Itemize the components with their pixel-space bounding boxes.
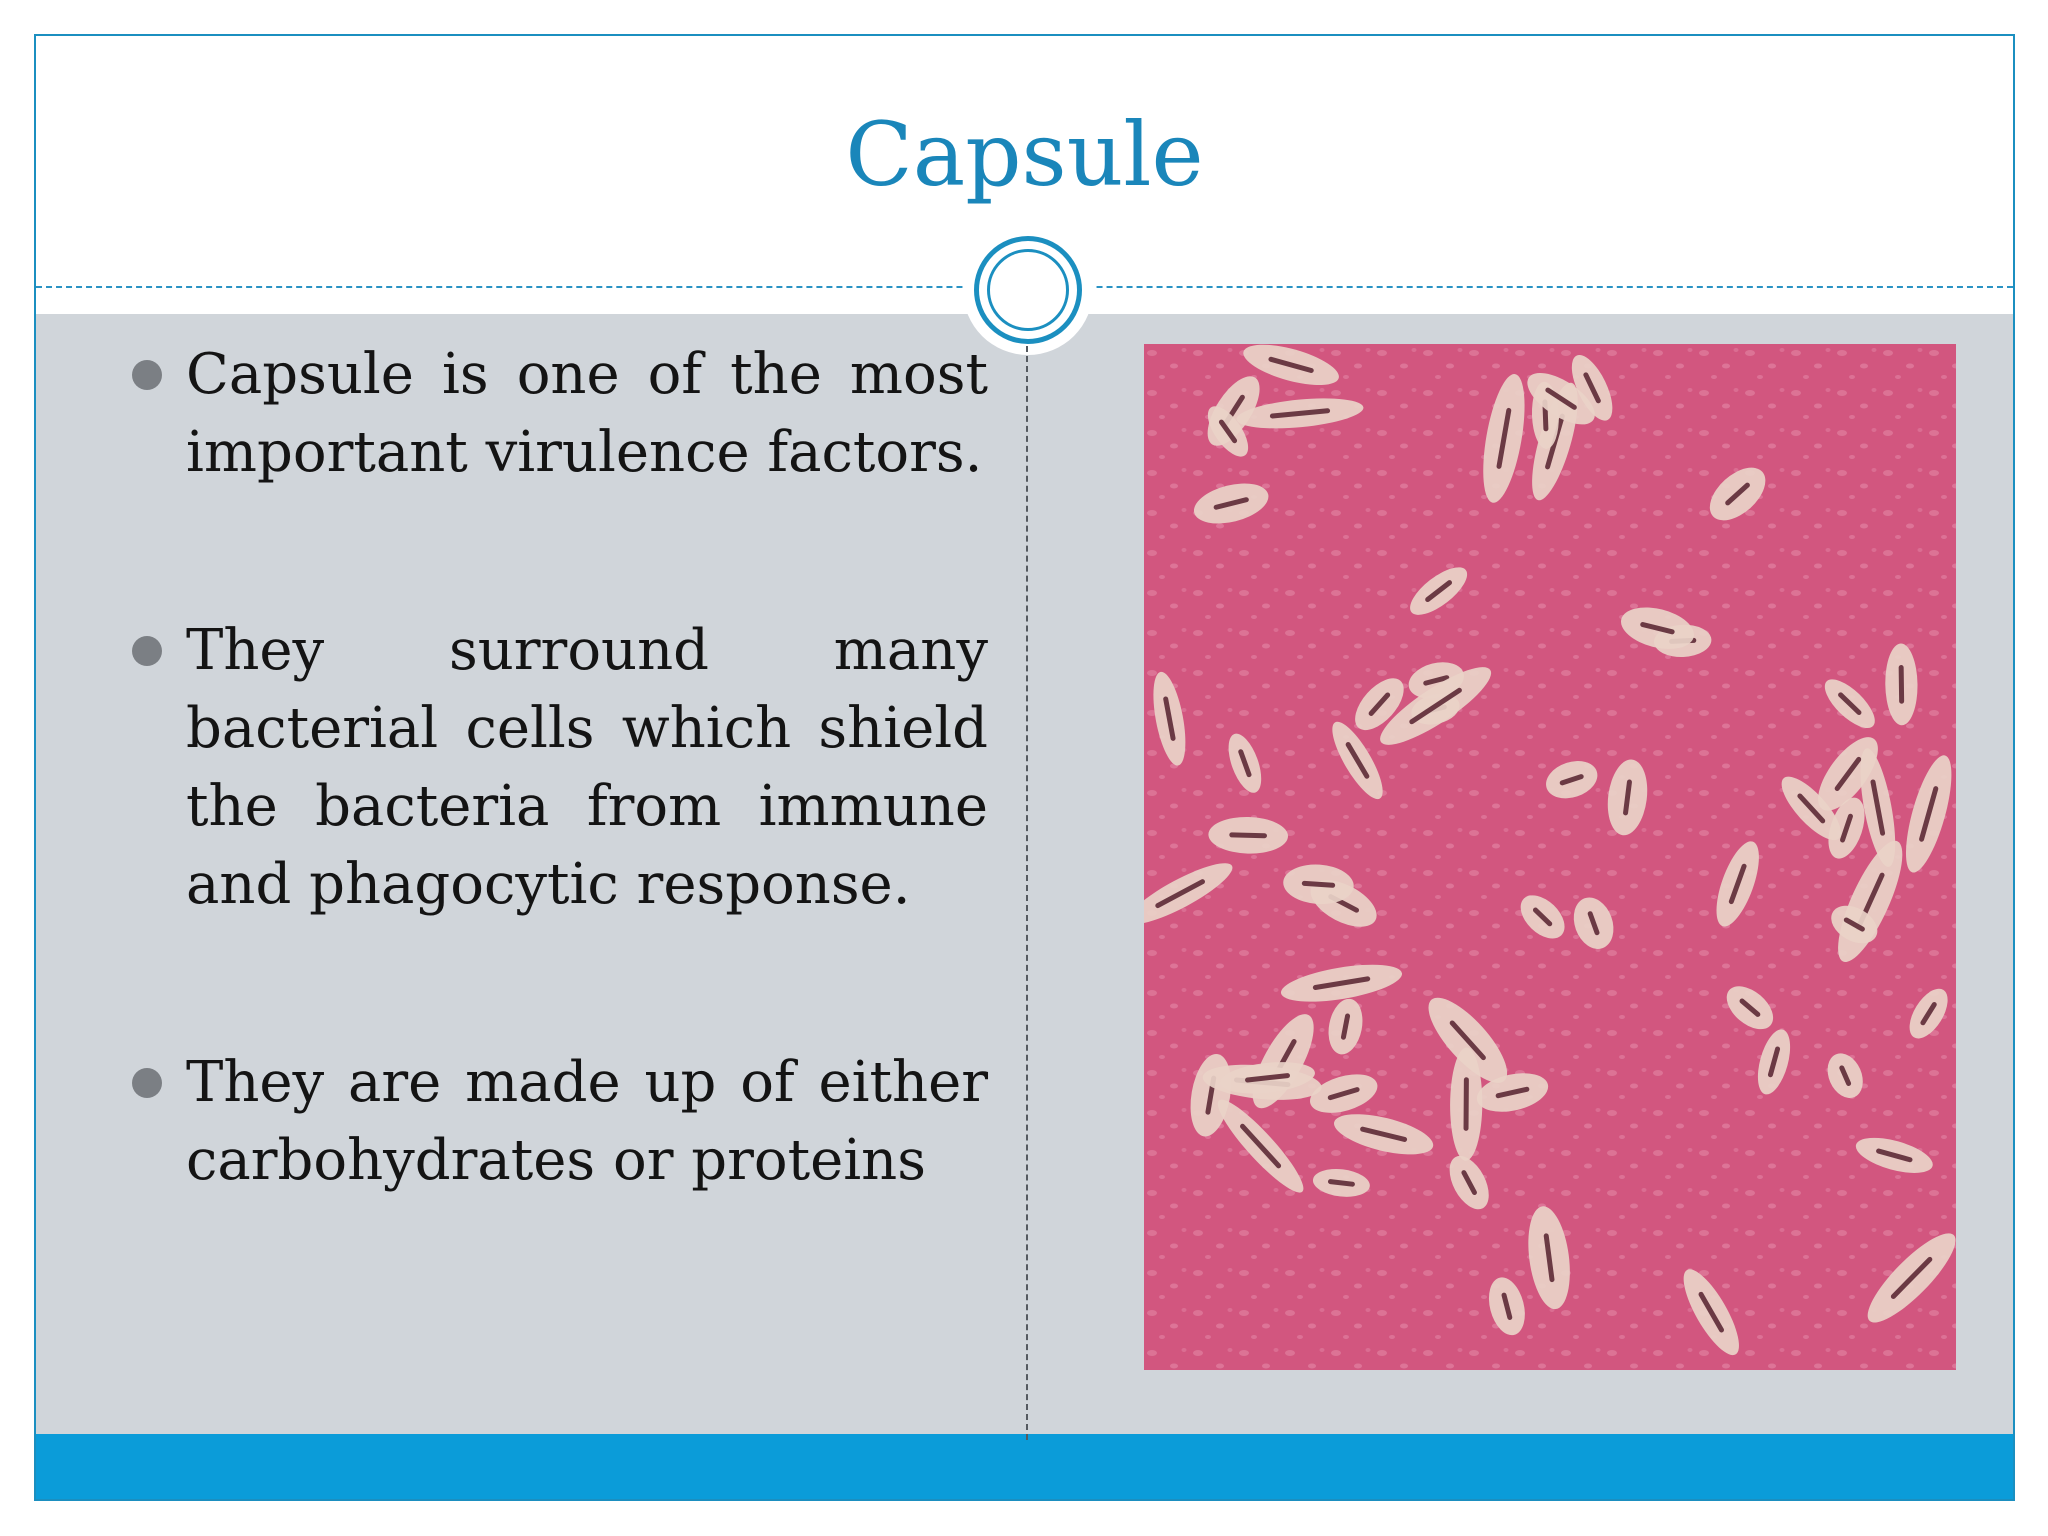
bullet-item [96, 612, 988, 924]
slide-frame [34, 34, 2015, 1501]
bullet-text: Capsule is one of the most important virulence factors. [186, 342, 988, 485]
bacterial-rod [1229, 832, 1267, 838]
bullet-list [96, 336, 988, 1200]
bacterial-rod [1464, 1077, 1469, 1131]
column-divider [1026, 346, 1028, 1440]
micrograph-drawing [1144, 344, 1956, 1370]
circle-ornament-inner [987, 249, 1069, 331]
footer-band [36, 1434, 2013, 1499]
bullet-dot-icon [132, 360, 162, 390]
bullet-item [96, 1044, 988, 1200]
bullet-text: They surround many bacterial cells which shield the bacteria from immune and phagocytic response. [186, 618, 988, 917]
circle-ornament-icon [974, 236, 1082, 344]
bacterial-rod [1899, 665, 1905, 704]
bullet-text: They are made up of either carbohydrates or proteins [186, 1050, 988, 1193]
bullet-item [96, 336, 988, 492]
slide-title: Capsule [845, 103, 1204, 206]
capsule-stain-micrograph [1144, 344, 1956, 1370]
bullet-dot-icon [132, 1068, 162, 1098]
bullet-dot-icon [132, 636, 162, 666]
